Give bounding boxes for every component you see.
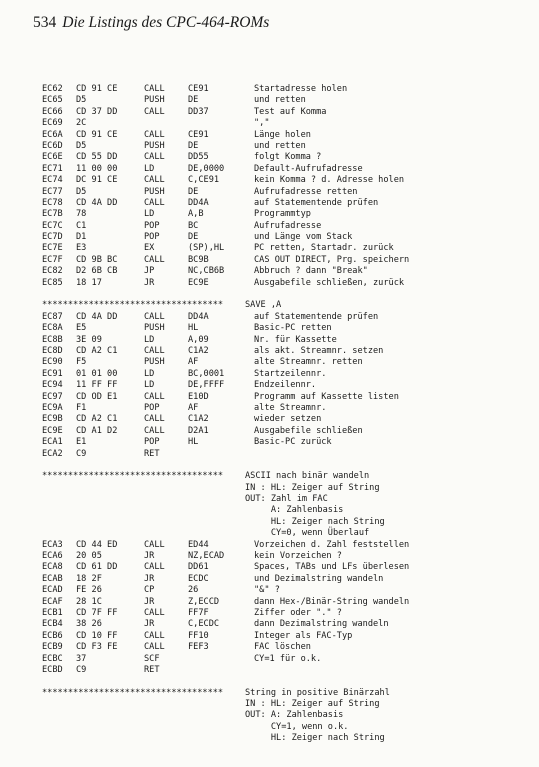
- comment: Test auf Komma: [254, 106, 327, 117]
- mnemonic: POP: [144, 220, 160, 231]
- operands: C,CE91: [188, 175, 220, 186]
- section-header-text: IN : HL: Zeiger auf String: [245, 699, 380, 710]
- address: EC91: [42, 368, 63, 379]
- section-header-line: [42, 471, 539, 482]
- opcode-bytes: D5: [76, 140, 87, 151]
- operands: DE: [188, 232, 199, 243]
- address: ECA6: [42, 551, 63, 562]
- operands: DE: [188, 186, 199, 197]
- section-header-line: [42, 483, 539, 494]
- operands: CE91: [188, 129, 209, 140]
- comment: Ausgabefile schließen, zurück: [254, 277, 405, 288]
- address: ECA2: [42, 448, 63, 459]
- opcode-bytes: 20 05: [76, 551, 102, 562]
- address: ECAF: [42, 596, 63, 607]
- code-line: [42, 209, 539, 220]
- comment: Integer als FAC-Typ: [254, 630, 353, 641]
- comment: Default-Aufrufadresse: [254, 163, 363, 174]
- page-header: [33, 14, 269, 32]
- code-line: [42, 266, 539, 277]
- section-header-text: HL: Zeiger nach String: [245, 516, 385, 527]
- code-line: [42, 346, 539, 357]
- section-header-line: [42, 699, 539, 710]
- opcode-bytes: F1: [76, 402, 87, 413]
- code-line: [42, 642, 539, 653]
- comment: "&" ?: [254, 585, 280, 596]
- opcode-bytes: CD OD E1: [76, 391, 118, 402]
- mnemonic: JR: [144, 596, 155, 607]
- comment: Startzeilennr.: [254, 368, 327, 379]
- operands: DD61: [188, 562, 209, 573]
- code-line: [42, 312, 539, 323]
- comment: dann Hex-/Binär-String wandeln: [254, 596, 410, 607]
- operands: DE,FFFF: [188, 380, 225, 391]
- opcode-bytes: 78: [76, 209, 87, 220]
- address: EC8A: [42, 323, 63, 334]
- address: ECBD: [42, 664, 63, 675]
- address: EC7D: [42, 232, 63, 243]
- operands: Z,ECCD: [188, 596, 220, 607]
- mnemonic: POP: [144, 437, 160, 448]
- address: EC9A: [42, 402, 63, 413]
- page-number: 534: [33, 14, 57, 31]
- operands: DD37: [188, 106, 209, 117]
- code-line: [42, 403, 539, 414]
- code-line: [42, 414, 539, 425]
- mnemonic: CALL: [144, 152, 165, 163]
- section-header-line: [42, 733, 539, 744]
- address: ECA8: [42, 562, 63, 573]
- opcode-bytes: C1: [76, 220, 87, 231]
- address: ECA1: [42, 437, 63, 448]
- operands: D2A1: [188, 425, 209, 436]
- section-header-line: [42, 300, 539, 311]
- assembly-listing: [42, 84, 539, 745]
- mnemonic: CALL: [144, 414, 165, 425]
- opcode-bytes: F5: [76, 357, 87, 368]
- operands: NC,CB6B: [188, 266, 225, 277]
- comment: ",": [254, 118, 270, 129]
- operands: BC,0001: [188, 368, 225, 379]
- mnemonic: CALL: [144, 607, 165, 618]
- mnemonic: CALL: [144, 254, 165, 265]
- mnemonic: POP: [144, 402, 160, 413]
- opcode-bytes: 28 1C: [76, 596, 102, 607]
- comment: PC retten, Startadr. zurück: [254, 243, 394, 254]
- comment: auf Statementende prüfen: [254, 311, 379, 322]
- mnemonic: CALL: [144, 642, 165, 653]
- comment: Nr. für Kassette: [254, 334, 337, 345]
- opcode-bytes: C9: [76, 664, 87, 675]
- operands: HL: [188, 437, 199, 448]
- mnemonic: LD: [144, 334, 155, 345]
- mnemonic: JR: [144, 551, 155, 562]
- mnemonic: CALL: [144, 311, 165, 322]
- address: EC71: [42, 163, 63, 174]
- block-gap: [42, 460, 539, 471]
- address: ECB1: [42, 607, 63, 618]
- block-gap: [42, 289, 539, 300]
- address: EC74: [42, 175, 63, 186]
- operands: FF7F: [188, 607, 209, 618]
- code-line: [42, 278, 539, 289]
- operands: DD4A: [188, 197, 209, 208]
- comment: FAC löschen: [254, 642, 311, 653]
- address: EC90: [42, 357, 63, 368]
- code-line: [42, 562, 539, 573]
- address: EC9B: [42, 414, 63, 425]
- section-header-line: [42, 494, 539, 505]
- code-line: [42, 540, 539, 551]
- operands: 26: [188, 585, 199, 596]
- mnemonic: RET: [144, 448, 160, 459]
- code-line: [42, 619, 539, 630]
- address: EC8B: [42, 334, 63, 345]
- address: EC7C: [42, 220, 63, 231]
- mnemonic: JP: [144, 266, 155, 277]
- mnemonic: PUSH: [144, 186, 165, 197]
- mnemonic: EX: [144, 243, 155, 254]
- opcode-bytes: CD 44 ED: [76, 539, 118, 550]
- address: ECB6: [42, 630, 63, 641]
- address: EC6D: [42, 140, 63, 151]
- address: ECB9: [42, 642, 63, 653]
- address: EC62: [42, 84, 63, 94]
- section-header-text: String in positive Binärzahl: [245, 687, 390, 698]
- mnemonic: LD: [144, 368, 155, 379]
- mnemonic: JR: [144, 573, 155, 584]
- mnemonic: RET: [144, 664, 160, 675]
- section-header-line: [42, 688, 539, 699]
- operands: BC9B: [188, 254, 209, 265]
- code-line: [42, 357, 539, 368]
- opcode-bytes: 18 2F: [76, 573, 102, 584]
- code-line: [42, 141, 539, 152]
- operands: HL: [188, 323, 199, 334]
- address: EC7F: [42, 254, 63, 265]
- address: ECAD: [42, 585, 63, 596]
- code-line: [42, 118, 539, 129]
- opcode-bytes: CD 4A DD: [76, 311, 118, 322]
- comment: Basic-PC retten: [254, 323, 332, 334]
- operands: FF10: [188, 630, 209, 641]
- address: EC97: [42, 391, 63, 402]
- comment: Abbruch ? dann "Break": [254, 266, 368, 277]
- opcode-bytes: 11 FF FF: [76, 380, 118, 391]
- mnemonic: CALL: [144, 539, 165, 550]
- opcode-bytes: CD F3 FE: [76, 642, 118, 653]
- address: EC6E: [42, 152, 63, 163]
- mnemonic: CALL: [144, 175, 165, 186]
- opcode-bytes: CD 61 DD: [76, 562, 118, 573]
- code-line: [42, 608, 539, 619]
- opcode-bytes: FE 26: [76, 585, 102, 596]
- code-line: [42, 574, 539, 585]
- code-line: [42, 187, 539, 198]
- comment: Endzeilennr.: [254, 380, 317, 391]
- opcode-bytes: 11 00 00: [76, 163, 118, 174]
- code-line: [42, 107, 539, 118]
- address: EC87: [42, 311, 63, 322]
- comment: und retten: [254, 95, 306, 106]
- opcode-bytes: D2 6B CB: [76, 266, 118, 277]
- address: EC8D: [42, 345, 63, 356]
- section-header-line: [42, 517, 539, 528]
- mnemonic: CALL: [144, 425, 165, 436]
- section-header-line: [42, 722, 539, 733]
- operands: ED44: [188, 539, 209, 550]
- comment: als akt. Streamnr. setzen: [254, 345, 384, 356]
- section-header-text: SAVE ,A: [245, 300, 282, 311]
- comment: folgt Komma ?: [254, 152, 322, 163]
- mnemonic: PUSH: [144, 323, 165, 334]
- comment: Basic-PC zurück: [254, 437, 332, 448]
- section-header-line: [42, 505, 539, 516]
- code-line: [42, 175, 539, 186]
- opcode-bytes: CD A2 C1: [76, 345, 118, 356]
- comment: Ausgabefile schließen: [254, 425, 363, 436]
- mnemonic: CALL: [144, 562, 165, 573]
- code-line: [42, 369, 539, 380]
- operands: BC: [188, 220, 199, 231]
- mnemonic: POP: [144, 232, 160, 243]
- code-line: [42, 221, 539, 232]
- address: EC78: [42, 197, 63, 208]
- operands: A,09: [188, 334, 209, 345]
- comment: Startadresse holen: [254, 84, 348, 94]
- section-header-text: OUT: A: Zahlenbasis: [245, 710, 344, 721]
- comment: wieder setzen: [254, 414, 322, 425]
- operands: C1A2: [188, 414, 209, 425]
- separator-stars: ***********************************: [42, 300, 224, 311]
- address: EC94: [42, 380, 63, 391]
- opcode-bytes: CD 4A DD: [76, 197, 118, 208]
- code-line: [42, 665, 539, 676]
- comment: Ziffer oder "." ?: [254, 607, 342, 618]
- code-line: [42, 323, 539, 334]
- opcode-bytes: DC 91 CE: [76, 175, 118, 186]
- code-line: [42, 335, 539, 346]
- address: EC66: [42, 106, 63, 117]
- comment: und Länge vom Stack: [254, 232, 353, 243]
- mnemonic: PUSH: [144, 95, 165, 106]
- operands: DD4A: [188, 311, 209, 322]
- comment: Aufrufadresse retten: [254, 186, 358, 197]
- opcode-bytes: CD A2 C1: [76, 414, 118, 425]
- opcode-bytes: 3E 09: [76, 334, 102, 345]
- comment: und retten: [254, 140, 306, 151]
- code-line: [42, 232, 539, 243]
- mnemonic: PUSH: [144, 140, 165, 151]
- code-line: [42, 392, 539, 403]
- operands: CE91: [188, 84, 209, 94]
- comment: alte Streamnr.: [254, 402, 327, 413]
- opcode-bytes: E3: [76, 243, 87, 254]
- comment: Programm auf Kassette listen: [254, 391, 399, 402]
- address: EC82: [42, 266, 63, 277]
- code-line: [42, 380, 539, 391]
- opcode-bytes: C9: [76, 448, 87, 459]
- opcode-bytes: 38 26: [76, 619, 102, 630]
- operands: AF: [188, 357, 199, 368]
- address: EC65: [42, 95, 63, 106]
- mnemonic: LD: [144, 163, 155, 174]
- code-line: [42, 631, 539, 642]
- operands: NZ,ECAD: [188, 551, 225, 562]
- mnemonic: LD: [144, 380, 155, 391]
- opcode-bytes: CD 7F FF: [76, 607, 118, 618]
- comment: Programmtyp: [254, 209, 311, 220]
- code-line: [42, 426, 539, 437]
- opcode-bytes: CD 9B BC: [76, 254, 118, 265]
- mnemonic: CALL: [144, 197, 165, 208]
- comment: und Dezimalstring wandeln: [254, 573, 384, 584]
- section-header-text: OUT: Zahl im FAC: [245, 494, 328, 505]
- section-header-text: CY=1, wenn o.k.: [245, 721, 349, 732]
- comment: Länge holen: [254, 129, 311, 140]
- address: EC7B: [42, 209, 63, 220]
- code-line: [42, 585, 539, 596]
- opcode-bytes: CD 91 CE: [76, 84, 118, 94]
- mnemonic: LD: [144, 209, 155, 220]
- section-header-line: [42, 528, 539, 539]
- opcode-bytes: 01 01 00: [76, 368, 118, 379]
- address: EC69: [42, 118, 63, 129]
- opcode-bytes: CD 91 CE: [76, 129, 118, 140]
- operands: DE,0000: [188, 163, 225, 174]
- code-line: [42, 255, 539, 266]
- operands: (SP),HL: [188, 243, 225, 254]
- opcode-bytes: CD 55 DD: [76, 152, 118, 163]
- address: EC6A: [42, 129, 63, 140]
- address: ECA3: [42, 539, 63, 550]
- mnemonic: CALL: [144, 106, 165, 117]
- operands: C1A2: [188, 345, 209, 356]
- mnemonic: PUSH: [144, 357, 165, 368]
- address: ECAB: [42, 573, 63, 584]
- operands: E10D: [188, 391, 209, 402]
- operands: AF: [188, 402, 199, 413]
- comment: kein Vorzeichen ?: [254, 551, 342, 562]
- block-gap: [42, 676, 539, 687]
- operands: FEF3: [188, 642, 209, 653]
- opcode-bytes: CD 10 FF: [76, 630, 118, 641]
- code-line: [42, 437, 539, 448]
- section-header-text: IN : HL: Zeiger auf String: [245, 482, 380, 493]
- operands: C,ECDC: [188, 619, 220, 630]
- mnemonic: CALL: [144, 391, 165, 402]
- address: EC77: [42, 186, 63, 197]
- section-header-text: HL: Zeiger nach String: [245, 733, 385, 744]
- code-line: [42, 551, 539, 562]
- mnemonic: CP: [144, 585, 155, 596]
- section-header-text: ASCII nach binär wandeln: [245, 471, 370, 482]
- operands: DE: [188, 95, 199, 106]
- section-header-text: A: Zahlenbasis: [245, 505, 344, 516]
- mnemonic: CALL: [144, 345, 165, 356]
- code-line: [42, 164, 539, 175]
- comment: Vorzeichen d. Zahl feststellen: [254, 539, 410, 550]
- opcode-bytes: D5: [76, 186, 87, 197]
- operands: DD55: [188, 152, 209, 163]
- separator-stars: ***********************************: [42, 687, 224, 698]
- address: ECB4: [42, 619, 63, 630]
- operands: ECDC: [188, 573, 209, 584]
- address: ECBC: [42, 653, 63, 664]
- mnemonic: JR: [144, 277, 155, 288]
- opcode-bytes: E1: [76, 437, 87, 448]
- code-line: [42, 654, 539, 665]
- mnemonic: SCF: [144, 653, 160, 664]
- comment: alte Streamnr. retten: [254, 357, 363, 368]
- opcode-bytes: D1: [76, 232, 87, 243]
- operands: A,B: [188, 209, 204, 220]
- opcode-bytes: CD 37 DD: [76, 106, 118, 117]
- mnemonic: CALL: [144, 129, 165, 140]
- code-line: [42, 198, 539, 209]
- opcode-bytes: CD A1 D2: [76, 425, 118, 436]
- section-header-text: CY=0, wenn Überlauf: [245, 528, 370, 539]
- code-line: [42, 449, 539, 460]
- opcode-bytes: 37: [76, 653, 87, 664]
- mnemonic: JR: [144, 619, 155, 630]
- opcode-bytes: 2C: [76, 118, 87, 129]
- code-line: [42, 130, 539, 141]
- comment: dann Dezimalstring wandeln: [254, 619, 389, 630]
- code-line: [42, 243, 539, 254]
- address: EC9E: [42, 425, 63, 436]
- code-line: [42, 597, 539, 608]
- address: EC85: [42, 277, 63, 288]
- opcode-bytes: D5: [76, 95, 87, 106]
- page-title: Die Listings des CPC-464-ROMs: [62, 14, 270, 31]
- mnemonic: CALL: [144, 630, 165, 641]
- operands: DE: [188, 140, 199, 151]
- code-line: [42, 95, 539, 106]
- section-header-line: [42, 710, 539, 721]
- address: EC7E: [42, 243, 63, 254]
- comment: Spaces, TABs und LFs überlesen: [254, 562, 410, 573]
- comment: Aufrufadresse: [254, 220, 322, 231]
- comment: kein Komma ? d. Adresse holen: [254, 175, 405, 186]
- comment: auf Statementende prüfen: [254, 197, 379, 208]
- opcode-bytes: E5: [76, 323, 87, 334]
- comment: CAS OUT DIRECT, Prg. speichern: [254, 254, 410, 265]
- operands: EC9E: [188, 277, 209, 288]
- comment: CY=1 für o.k.: [254, 653, 322, 664]
- opcode-bytes: 18 17: [76, 277, 102, 288]
- code-line: [42, 152, 539, 163]
- mnemonic: CALL: [144, 84, 165, 94]
- code-line: [42, 84, 539, 95]
- separator-stars: ***********************************: [42, 471, 224, 482]
